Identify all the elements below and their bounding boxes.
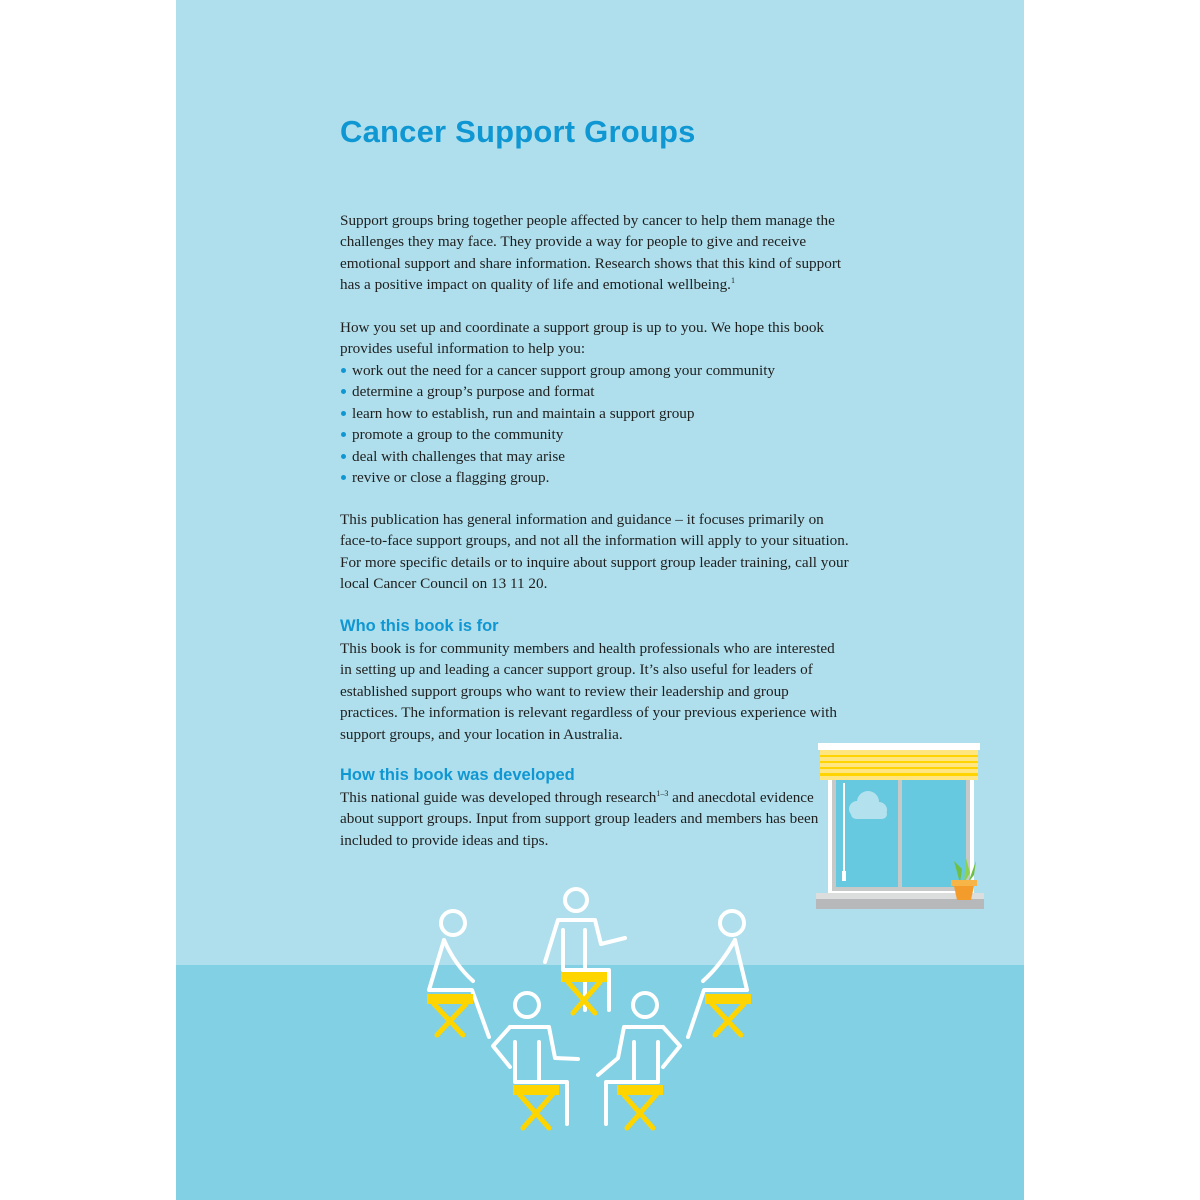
section-heading-how: How this book was developed xyxy=(340,766,575,784)
purpose-paragraph: How you set up and coordinate a support group is up to you. We hope this book provides useful information to help you: xyxy=(340,319,825,358)
intro-paragraph xyxy=(340,210,850,296)
how-text-after: and anecdotal evidence about support groups. Input from support group leaders and members has been included to provide ideas and tips. xyxy=(340,789,819,849)
list-item: learn how to establish, run and maintain a support group xyxy=(340,403,775,424)
footnote-ref: 1–3 xyxy=(656,789,669,798)
list-item: determine a group’s purpose and format xyxy=(340,381,775,402)
section-body-how xyxy=(340,787,850,851)
list-item: promote a group to the community xyxy=(340,424,775,445)
document-page xyxy=(176,0,1024,1200)
window-illustration xyxy=(816,743,986,913)
section-body-who: This book is for community members and health professionals who are interested in setting up and leading a cancer support group. It’s also useful for leaders of established support groups who want to review their leadership and group practices. The information is relevant regardless of your previous experience with support groups, and your location in Australia. xyxy=(340,640,837,743)
purpose-list xyxy=(340,360,775,488)
support-group-illustration xyxy=(415,880,765,1140)
list-item: revive or close a flagging group. xyxy=(340,467,775,488)
list-item: deal with challenges that may arise xyxy=(340,446,775,467)
section-heading-who: Who this book is for xyxy=(340,617,499,635)
page-title: Cancer Support Groups xyxy=(340,114,696,149)
scope-paragraph: This publication has general information and guidance – it focuses primarily on face-to-face support groups, and not all the information will apply to your situation. For more specific details or to inquire about support group leader training, call your local Cancer Council on 13 11 20. xyxy=(340,511,849,593)
intro-text: Support groups bring together people affected by cancer to help them manage the challenges they may face. They provide a way for people to give and receive emotional support and share information. Research shows that this kind of support has a positive impact on quality of life and emotional wellbeing. xyxy=(340,212,842,294)
how-text-before: This national guide was developed through research xyxy=(340,789,657,806)
footnote-ref: 1 xyxy=(730,276,735,286)
list-item: work out the need for a cancer support group among your community xyxy=(340,360,775,381)
